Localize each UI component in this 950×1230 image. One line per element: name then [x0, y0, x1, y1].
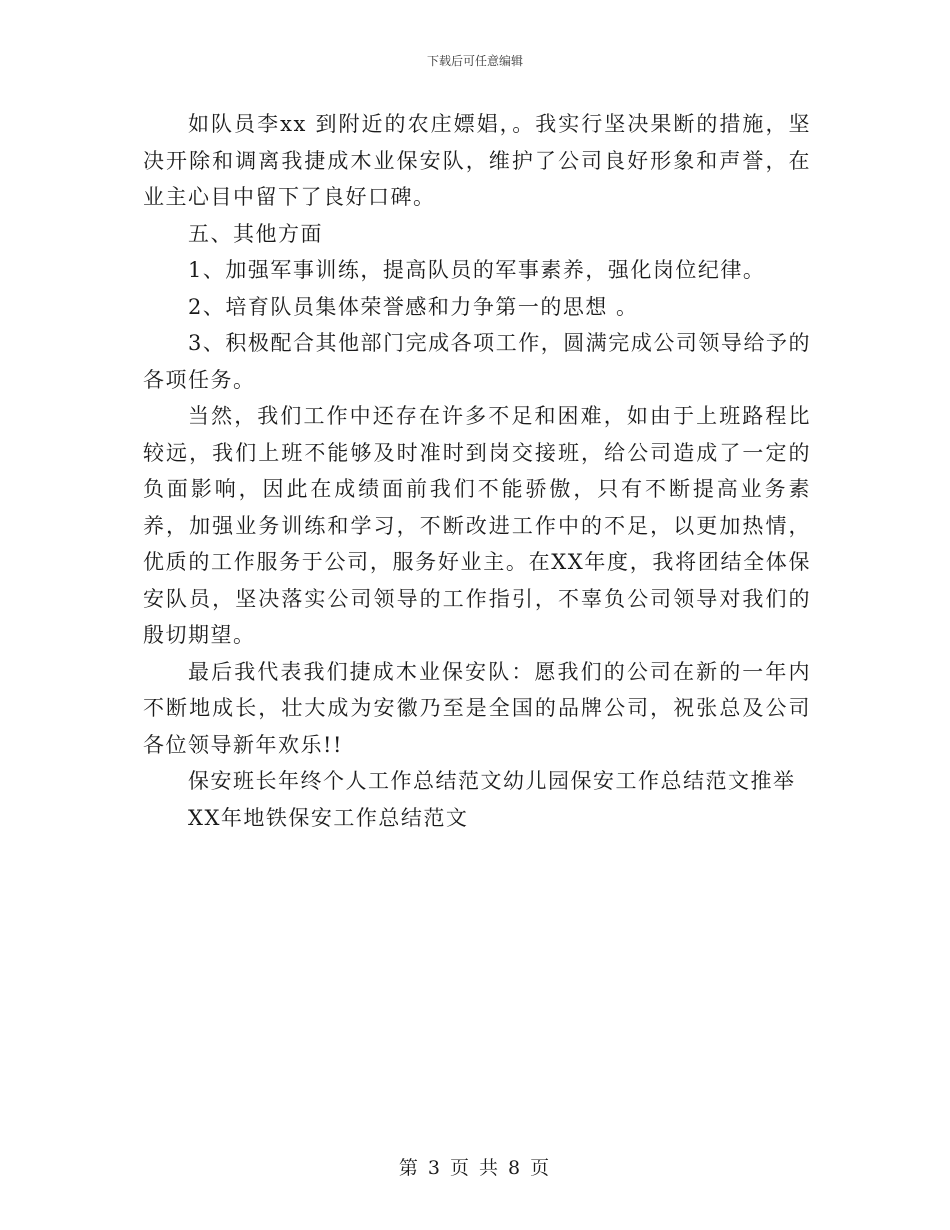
list-item-training: 1、加强军事训练，提高队员的军事素养，强化岗位纪律。	[188, 258, 766, 282]
paragraph-closing: 最后我代表我们捷成木业保安队：愿我们的公司在新的一年内不断地成长，壮大成为安徽乃至是全国的品牌公司，祝张总及公司各位领导新年欢乐!!	[143, 659, 811, 757]
list-item-honor: 2、培育队员集体荣誉感和力争第一的思想 。	[188, 294, 639, 319]
header-note: 下载后可任意编辑	[426, 54, 523, 68]
paragraph-shortcomings: 当然，我们工作中还存在许多不足和困难，如由于上班路程比较远，我们上班不能够及时准时到岗交接班，给公司造成了一定的负面影响，因此在成绩面前我们不能骄傲，只有不断提高业务素养，加强业务训练和学习，不断改进工作中的不足，以更加热情，优质的工作服务于公司，服务好业主。在XX年度，我将团结全体保安队员，坚决落实公司领导的工作指引，不辜负公司领导对我们的殷切期望。	[143, 404, 811, 647]
section-heading-other: 五、其他方面	[188, 221, 323, 246]
document-body	[143, 106, 811, 836]
list-item-cooperation: 3、积极配合其他部门完成各项工作，圆满完成公司领导给予的各项任务。	[143, 331, 811, 392]
page-number: 第 3 页 共 8 页	[398, 1157, 552, 1179]
related-link-line-1: 保安班长年终个人工作总结范文幼儿园保安工作总结范文推举	[188, 769, 796, 793]
related-link-line-2: XX年地铁保安工作总结范文	[188, 805, 469, 830]
paragraph-dismissal: 如队员李xx 到附近的农庄嫖娼，。我实行坚决果断的措施，坚决开除和调离我捷成木业保安队，维护了公司良好形象和声誉，在业主心目中留下了良好口碑。	[143, 112, 811, 209]
